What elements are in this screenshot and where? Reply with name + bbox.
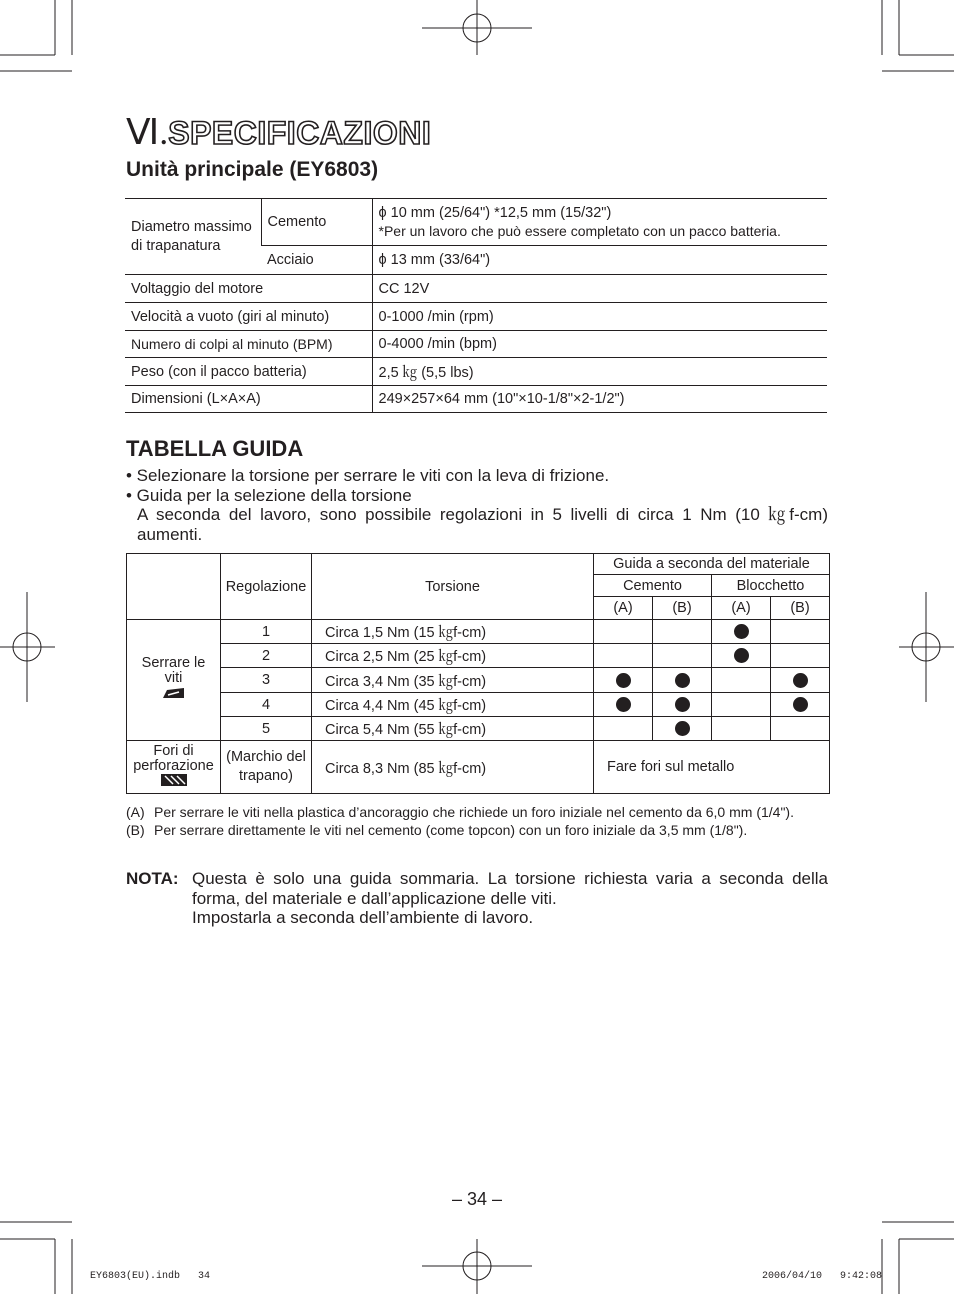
recommended-dot <box>675 697 690 712</box>
footnote-a <box>126 804 828 822</box>
note-label: NOTA: <box>126 869 179 888</box>
material-mark-cell <box>594 620 653 644</box>
col-material-header: Guida a seconda del materiale <box>594 554 830 575</box>
bullet-torque-guide: • Guida per la selezione della torsione <box>126 485 412 505</box>
setting-value: 1 <box>221 620 312 644</box>
screw-mode-icon <box>162 686 186 700</box>
page-title <box>126 112 431 153</box>
footnote-b-key: (B) <box>126 821 145 838</box>
material-mark-cell <box>594 644 653 668</box>
note <box>126 869 828 928</box>
sub-a: (A) <box>712 597 771 620</box>
spec-label: Dimensioni (L×A×A) <box>125 386 372 413</box>
material-mark-cell <box>594 693 653 717</box>
recommended-dot <box>675 721 690 736</box>
spec-label: Velocità a vuoto (giri al minuto) <box>125 303 372 331</box>
drill-torque: Circa 8,3 Nm (85 ㎏f-cm) <box>312 741 594 794</box>
material-mark-cell <box>712 693 771 717</box>
footnotes <box>126 804 828 839</box>
material-mark-cell <box>771 668 830 693</box>
recommended-dot <box>675 673 690 688</box>
footer-file: EY6803(EU).indb 34 <box>90 1271 211 1282</box>
material-mark-cell <box>771 717 830 741</box>
col-setting-header: Regolazione <box>221 554 312 620</box>
sub-a: (A) <box>594 597 653 620</box>
concrete-value: ϕ 10 mm (25/64") *12,5 mm (15/32") <box>378 205 612 221</box>
spec-value: 249×257×64 mm (10"×10‑1/8"×2‑1/2") <box>372 386 827 413</box>
steel-label: Acciaio <box>261 246 372 275</box>
setting-value: 3 <box>221 668 312 693</box>
material-mark-cell <box>712 620 771 644</box>
page-number: – 34 – <box>451 1189 503 1209</box>
screw-label-cell <box>127 620 221 741</box>
spec-label: Peso (con il pacco batteria) <box>125 358 372 386</box>
material-mark-cell <box>712 644 771 668</box>
drill-setting-2: trapano) <box>238 768 293 784</box>
material-mark-cell <box>653 668 712 693</box>
footnote-b-text: Per serrare direttamente le viti nel cemento (come topcon) con un foro iniziale da 3,5 mm (1/8"). <box>154 821 748 838</box>
drill-label: Fori di <box>153 743 194 759</box>
bullet-clutch: • Selezionare la torsione per serrare le viti con la leva di frizione. <box>126 466 610 485</box>
material-mark-cell <box>712 717 771 741</box>
spec-value: 2,5 ㎏ (5,5 lbs) <box>372 358 827 386</box>
drill-mode-icon <box>161 774 187 786</box>
drill-setting: (Marchio del <box>226 749 306 765</box>
guide-heading: TABELLA GUIDA <box>126 436 304 461</box>
recommended-dot <box>734 648 749 663</box>
col-concrete-header: Cemento <box>594 575 712 597</box>
recommended-dot <box>793 673 808 688</box>
spec-value: CC 12V <box>372 275 827 303</box>
guide-intro <box>126 466 828 544</box>
torque-value: Circa 5,4 Nm (55 ㎏f-cm) <box>312 717 594 741</box>
drill-note: Fare fori sul metallo <box>594 741 830 794</box>
spec-value: 0‑1000 /min (rpm) <box>372 303 827 331</box>
spec-table <box>125 198 827 413</box>
setting-value: 2 <box>221 644 312 668</box>
screw-label-2: viti <box>164 670 183 686</box>
torque-value: Circa 3,4 Nm (35 ㎏f-cm) <box>312 668 594 693</box>
torque-guide-table <box>126 553 830 794</box>
drill-label-cell <box>127 741 221 794</box>
drill-label-2: perforazione <box>133 758 214 774</box>
section-number: Ⅵ. <box>126 112 169 152</box>
material-mark-cell <box>653 693 712 717</box>
note-text: Questa è solo una guida sommaria. La torsione richiesta varia a seconda della forma, del materiale e dall’applicazione delle viti. <box>192 869 828 908</box>
footnote-a-key: (A) <box>126 804 145 820</box>
recommended-dot <box>616 697 631 712</box>
recommended-dot <box>793 697 808 712</box>
steel-value: ϕ 13 mm (33/64") <box>372 246 827 275</box>
col-block-header: Blocchetto <box>712 575 830 597</box>
torque-guide-text: A seconda del lavoro, sono possibile regolazioni in 5 livelli di circa 1 Nm (10 ㎏f-cm) aumenti. <box>137 505 828 544</box>
spec-label: Numero di colpi al minuto (BPM) <box>125 331 372 358</box>
concrete-label: Cemento <box>261 199 372 246</box>
footer-timestamp: 2006/04/10 9:42:08 <box>761 1271 882 1282</box>
section-title: SPECIFICAZIONI <box>168 115 432 151</box>
sub-b: (B) <box>771 597 830 620</box>
note-text-2: Impostarla a seconda dell’ambiente di lavoro. <box>192 908 534 927</box>
spec-label: Voltaggio del motore <box>125 275 372 303</box>
drill-setting-cell <box>221 741 312 794</box>
material-mark-cell <box>771 693 830 717</box>
recommended-dot <box>734 624 749 639</box>
material-mark-cell <box>712 668 771 693</box>
concrete-note: *Per un lavoro che può essere completato con un pacco batteria. <box>378 223 781 239</box>
material-mark-cell <box>771 620 830 644</box>
col-torque-header: Torsione <box>312 554 594 620</box>
material-mark-cell <box>594 668 653 693</box>
spec-value: 0‑4000 /min (bpm) <box>372 331 827 358</box>
setting-value: 5 <box>221 717 312 741</box>
corner-cell <box>127 554 221 620</box>
drill-diameter-label <box>125 199 261 275</box>
subtitle: Unità principale (EY6803) <box>126 158 379 181</box>
material-mark-cell <box>653 620 712 644</box>
sub-b: (B) <box>653 597 712 620</box>
material-mark-cell <box>653 717 712 741</box>
torque-value: Circa 4,4 Nm (45 ㎏f-cm) <box>312 693 594 717</box>
recommended-dot <box>616 673 631 688</box>
concrete-value-cell <box>372 199 827 246</box>
material-mark-cell <box>771 644 830 668</box>
footnote-b <box>126 822 828 840</box>
drill-diameter-text: Diametro massimo di trapanatura <box>131 218 252 254</box>
torque-value: Circa 2,5 Nm (25 ㎏f-cm) <box>312 644 594 668</box>
footnote-a-text: Per serrare le viti nella plastica d’ancoraggio che richiede un foro iniziale nel cemento da 6,0 mm (1/4"). <box>154 804 794 820</box>
material-mark-cell <box>653 644 712 668</box>
setting-value: 4 <box>221 693 312 717</box>
material-mark-cell <box>594 717 653 741</box>
screw-label: Serrare le <box>141 655 206 671</box>
torque-value: Circa 1,5 Nm (15 ㎏f-cm) <box>312 620 594 644</box>
